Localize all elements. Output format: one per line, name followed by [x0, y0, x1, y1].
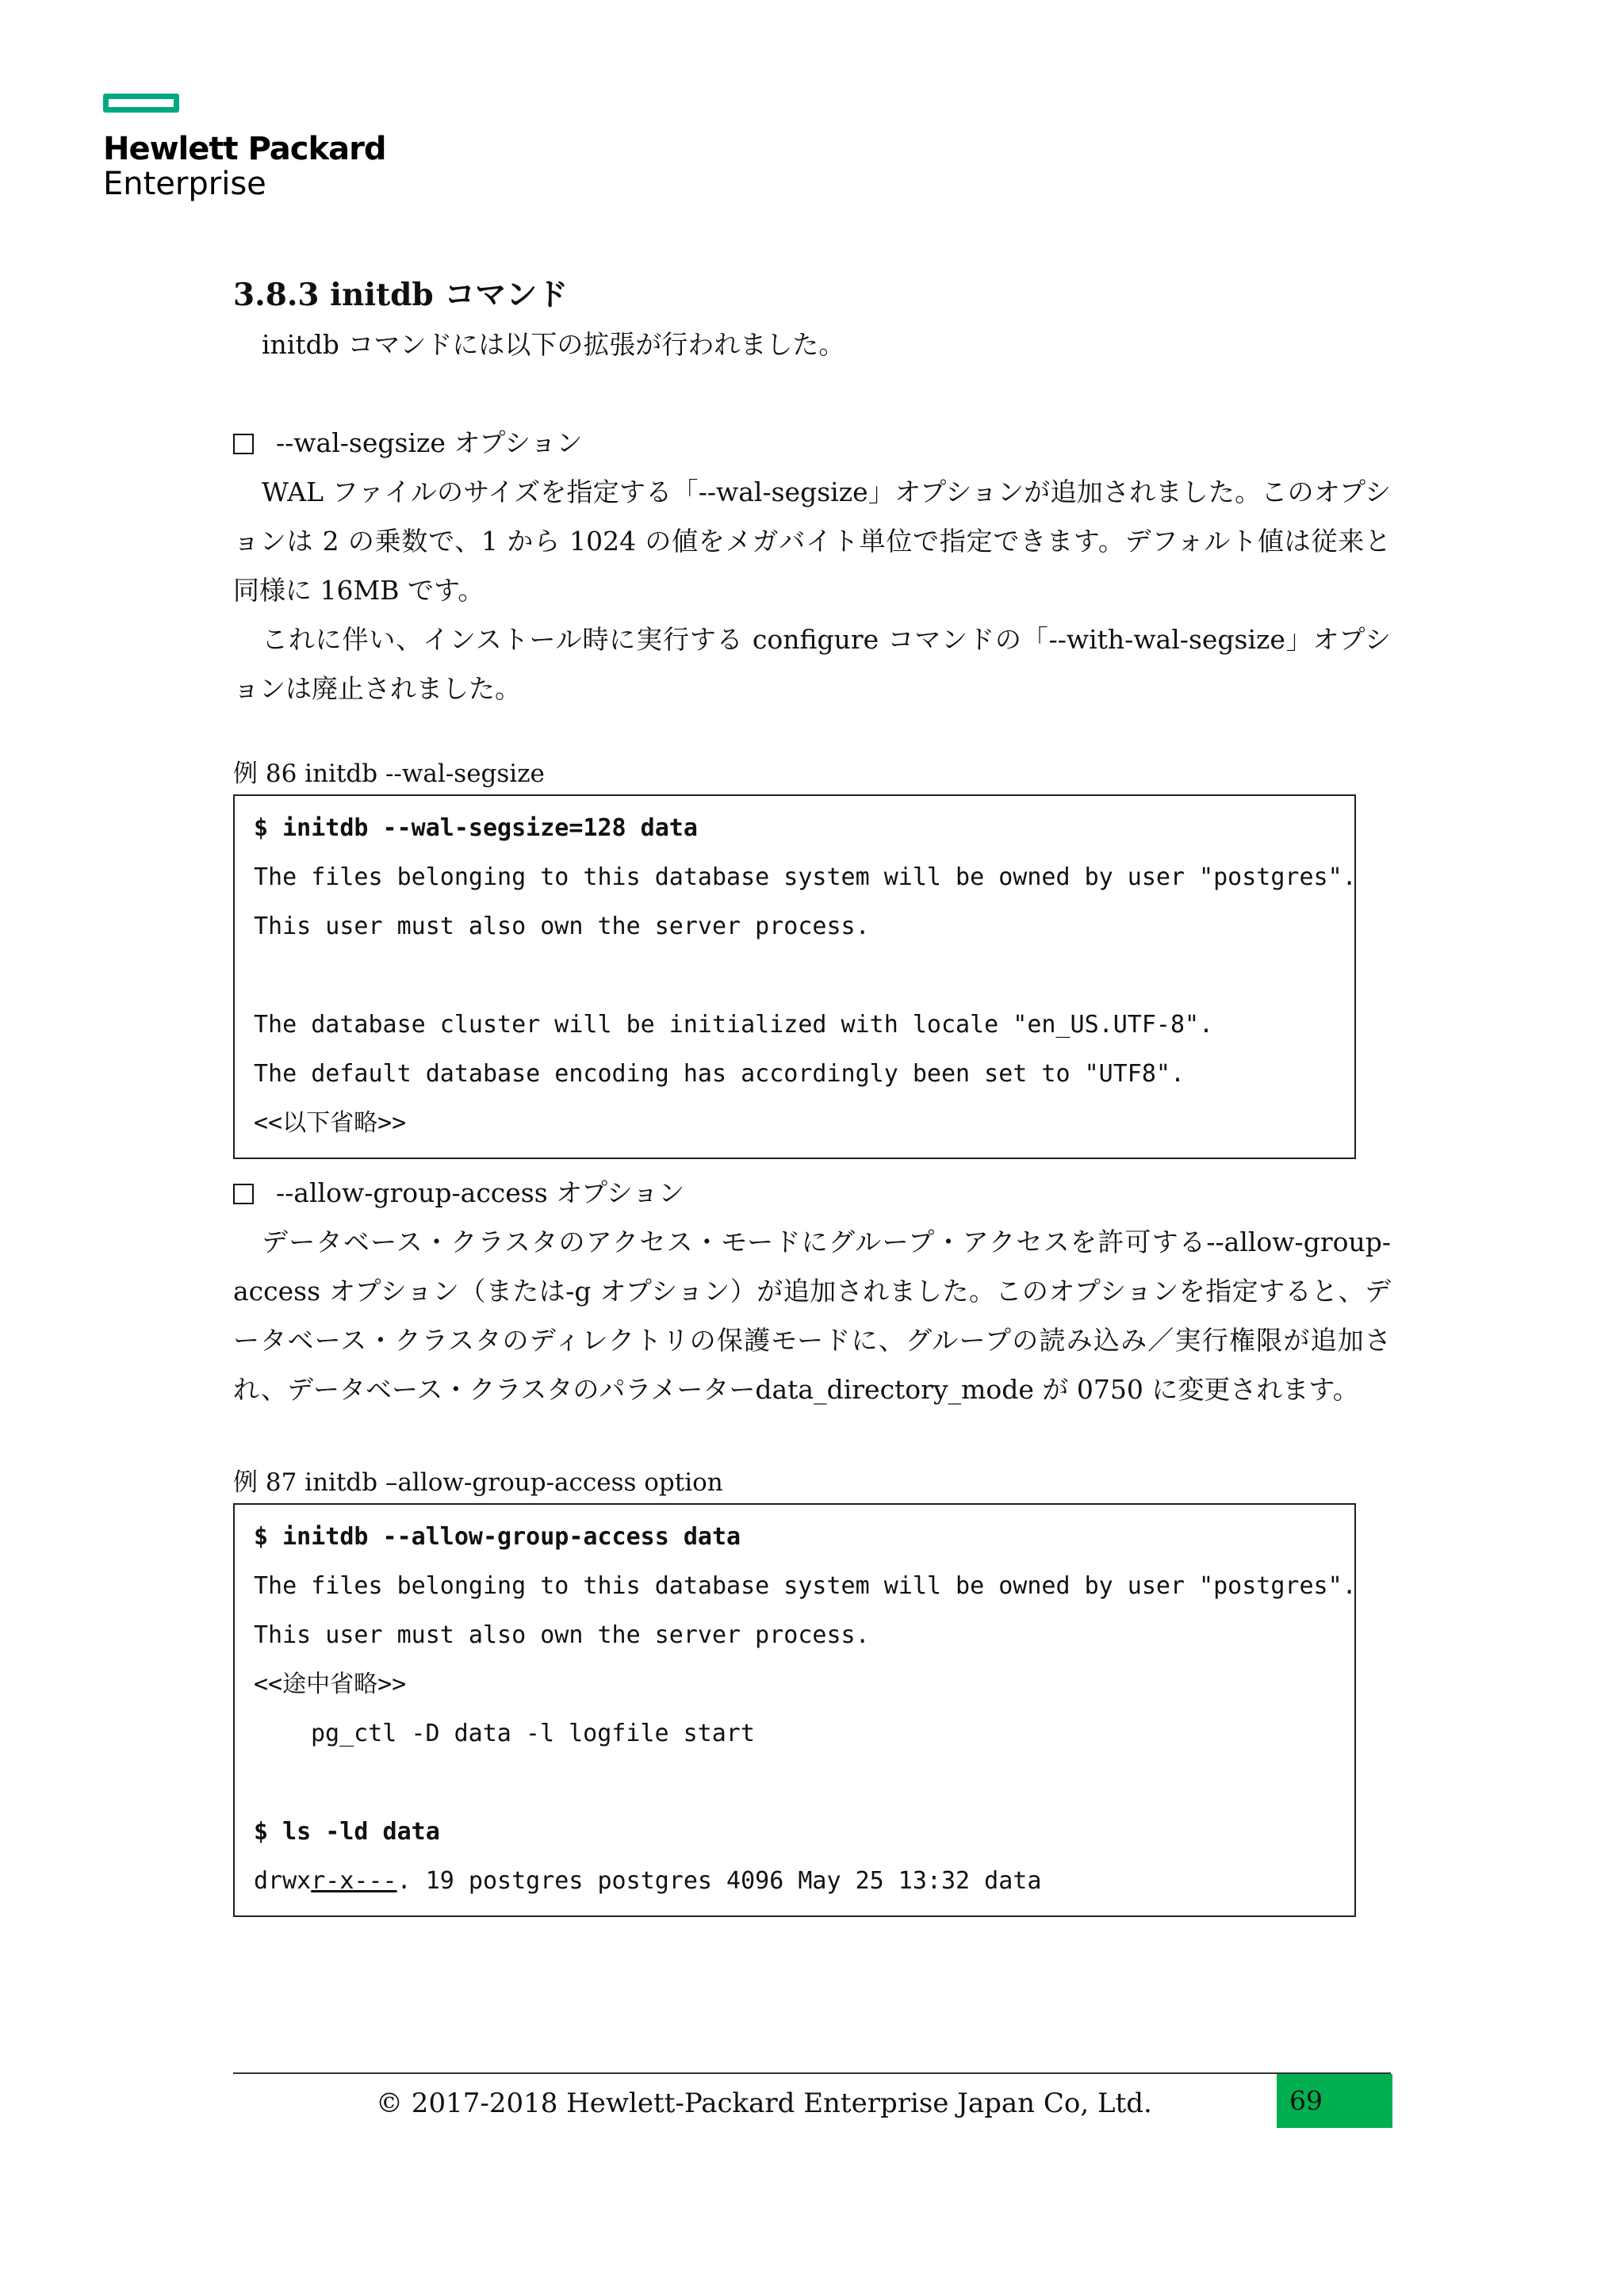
checkbox-square-icon [233, 1184, 254, 1204]
perm-group-bits: r-x--- [311, 1867, 397, 1895]
perm-rest: . 19 postgres postgres 4096 May 25 13:32 data [396, 1867, 1042, 1895]
code-line: pg_ctl -D data -l logfile start [311, 1720, 755, 1747]
section-title: 3.8.3 initdb コマンド [233, 277, 569, 313]
logo-text-line2: Enterprise [103, 166, 266, 202]
footer-copyright: © 2017-2018 Hewlett-Packard Enterprise Japan Co, Ltd. [376, 2087, 1152, 2119]
code-line: The default database encoding has accordingly been set to "UTF8". [254, 1060, 1185, 1088]
code-line [254, 951, 1335, 1001]
code-line: <<途中省略>> [254, 1670, 407, 1698]
perm-prefix: drwx [254, 1867, 312, 1895]
logo-text-line1: Hewlett Packard [103, 131, 386, 167]
option-heading-allow-group-access [233, 1169, 1391, 1218]
code-block-example-86 [233, 794, 1356, 1159]
page-number: 69 [1289, 2085, 1323, 2116]
page-number-badge [1277, 2074, 1392, 2128]
code-line: The database cluster will be initialized with locale "en_US.UTF-8". [254, 1011, 1214, 1039]
code-line: $ initdb --wal-segsize=128 data [254, 814, 698, 842]
checkbox-square-icon [233, 434, 254, 454]
option2-paragraph1: データベース・クラスタのアクセス・モードにグループ・アクセスを許可する--allow-group-access オプション（または-g オプション）が追加されました。このオプションを指定すると、データベース・クラスタのディレクトリの保護モードに、グループの読み込み／実行権限が追加され、データベース・クラスタのパラメーターdata_directory_mode が 0750 に変更されます。 [233, 1226, 1391, 1405]
page-content [233, 270, 1391, 1917]
option-heading-text: --allow-group-access オプション [276, 1177, 685, 1208]
hpe-logo-mark-icon [103, 94, 179, 113]
code-line-permissions [254, 1857, 1335, 1906]
hpe-logo [103, 94, 385, 201]
code-line [254, 1758, 1335, 1808]
code-line: The files belonging to this database system will be owned by user "postgres". [254, 1572, 1357, 1600]
code-line: The files belonging to this database system will be owned by user "postgres". [254, 863, 1357, 891]
example-86-label: 例 86 initdb --wal-segsize [233, 760, 545, 788]
option-heading-text: --wal-segsize オプション [276, 427, 583, 458]
option1-paragraph1: WAL ファイルのサイズを指定する「--wal-segsize」オプションが追加されました。このオプションは 2 の乗数で、1 から 1024 の値をメガバイト単位で指定できます。デフォルト値は従来と同様に 16MB です。 [233, 476, 1391, 606]
code-line: $ ls -ld data [254, 1818, 440, 1846]
footer-divider [233, 2072, 1391, 2074]
code-block-example-87 [233, 1503, 1356, 1917]
code-line: This user must also own the server process. [254, 1621, 870, 1649]
code-line: $ initdb --allow-group-access data [254, 1523, 741, 1551]
example-87-label: 例 87 initdb –allow-group-access option [233, 1468, 723, 1497]
code-line: This user must also own the server process. [254, 913, 870, 940]
option1-paragraph2: これに伴い、インストール時に実行する configure コマンドの「--with-wal-segsize」オプションは廃止されました。 [233, 624, 1391, 704]
option-heading-wal-segsize [233, 419, 1391, 468]
code-line: <<以下省略>> [254, 1109, 407, 1137]
section-intro: initdb コマンドには以下の拡張が行われました。 [262, 329, 845, 360]
